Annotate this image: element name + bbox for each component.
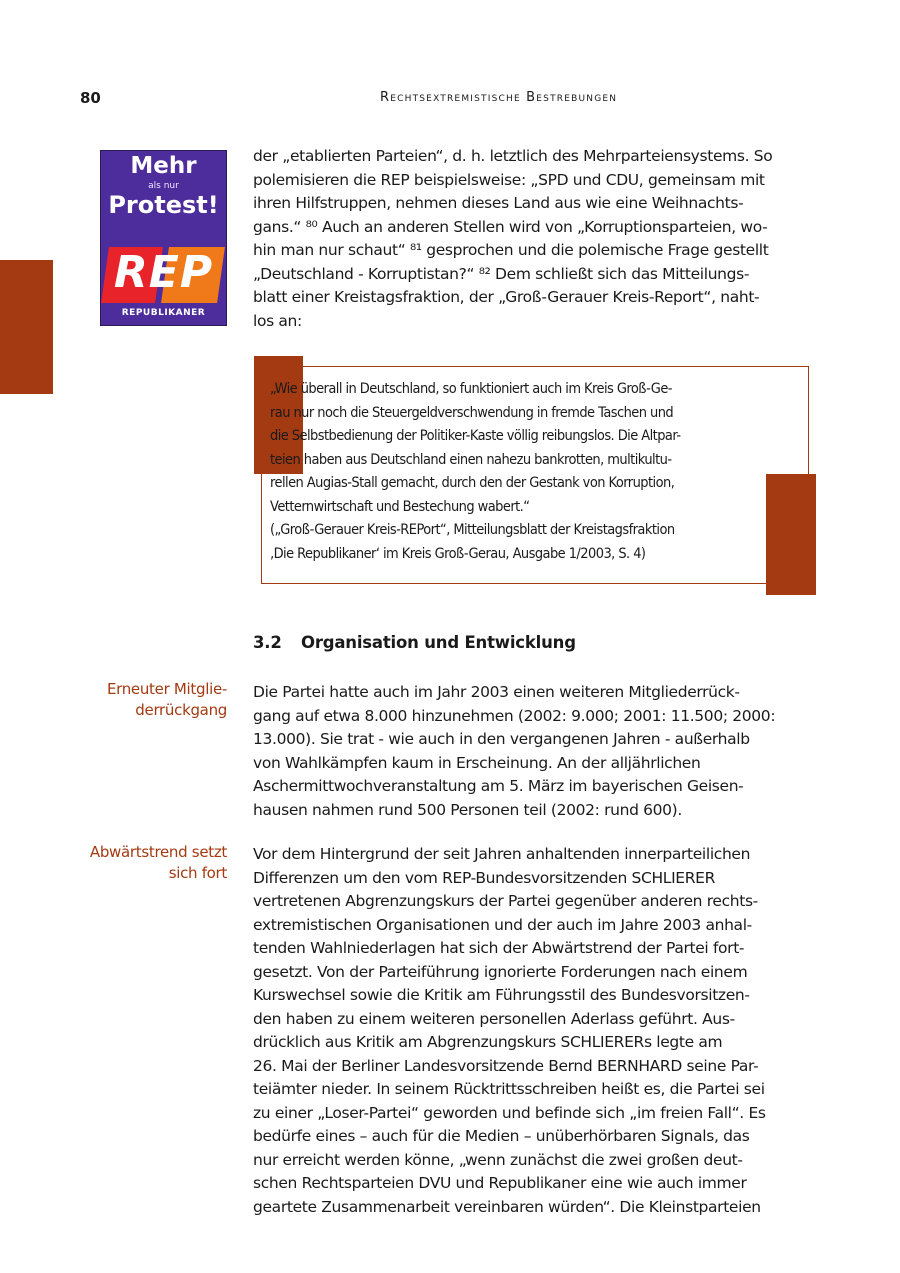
margin-note-line: sich fort <box>168 864 227 882</box>
poster-protest-text: Protest! <box>108 191 219 219</box>
page-number: 80 <box>80 89 101 107</box>
text-line: ihren Hilfstruppen, nehmen dieses Land aus wie eine Weihnachts- <box>253 194 744 212</box>
quote-line: die Selbstbedienung der Politiker-Kaste völlig reibungslos. Die Altpar- <box>270 428 681 444</box>
text-line: den haben zu einem weiteren personellen Aderlass geführt. Aus- <box>253 1009 735 1028</box>
text-line: bedürfe eines – auch für die Medien – unüberhörbaren Signals, das <box>253 1127 750 1145</box>
text-line: Vor dem Hintergrund der seit Jahren anhaltenden innerparteilichen <box>253 845 751 863</box>
running-head: Rechtsextremistische Bestrebungen <box>380 90 618 105</box>
section-title: Organisation und Entwicklung <box>301 633 576 652</box>
quote-line: rellen Augias-Stall gemacht, durch den der Gestank von Korruption, <box>270 475 675 491</box>
text-line: Aschermittwochveranstaltung am 5. März im bayerischen Geisen- <box>253 777 744 795</box>
quote-text <box>270 378 791 566</box>
text-line: Kurswechsel sowie die Kritik am Führungsstil des Bundesvorsitzen- <box>253 986 750 1004</box>
margin-note-membership <box>40 679 227 721</box>
text-line: hin man nur schaut“ ⁸¹ gesprochen und die polemische Frage gestellt <box>253 241 769 259</box>
poster-mehr-text: Mehr <box>130 153 197 179</box>
left-margin-accent-bar <box>0 260 53 394</box>
rep-poster-image <box>100 150 227 326</box>
text-line: extremistischen Organisationen und der auch im Jahre 2003 anhal- <box>253 915 752 934</box>
text-line: nur erreicht werden könne, „wenn zunächst die zwei großen deut- <box>253 1150 743 1169</box>
quote-line: teien haben aus Deutschland einen nahezu bankrotten, multikultu- <box>270 451 672 468</box>
quote-line: rau nur noch die Steuergeldverschwendung in fremde Taschen und <box>270 404 674 421</box>
poster-republikaner-text: REPUBLIKANER <box>121 308 206 318</box>
text-line: schen Rechtsparteien DVU und Republikaner eine wie auch immer <box>253 1174 747 1192</box>
quote-line: „Wie überall in Deutschland, so funktioniert auch im Kreis Groß-Ge- <box>270 381 672 397</box>
text-line: blatt einer Kreistagsfraktion, der „Groß-Gerauer Kreis-Report“, naht- <box>253 288 760 306</box>
text-line: hausen nahmen rund 500 Personen teil (2002: rund 600). <box>253 800 682 819</box>
quote-source-line: („Groß-Gerauer Kreis-REPort“, Mitteilungsblatt der Kreistagsfraktion <box>270 522 675 538</box>
text-line: teiämter nieder. In seinem Rücktrittsschreiben heißt es, die Partei sei <box>253 1080 765 1098</box>
paragraph-membership <box>253 681 821 822</box>
paragraph-downtrend <box>253 843 821 1219</box>
text-line: Die Partei hatte auch im Jahr 2003 einen weiteren Mitgliederrück- <box>253 683 740 701</box>
margin-note-line: derrückgang <box>135 701 227 719</box>
margin-note-line: Abwärtstrend setzt <box>89 843 227 861</box>
text-line: gang auf etwa 8.000 hinzunehmen (2002: 9.000; 2001: 11.500; 2000: <box>253 706 776 725</box>
text-line: zu einer „Loser-Partei“ geworden und befinde sich „im freien Fall“. Es <box>253 1103 766 1122</box>
text-line: der „etablierten Parteien“, d. h. letztlich des Mehrparteiensystems. So <box>253 147 773 165</box>
text-line: polemisieren die REP beispielsweise: „SPD und CDU, gemeinsam mit <box>253 170 765 189</box>
margin-note-downtrend <box>40 842 227 884</box>
text-line: 26. Mai der Berliner Landesvorsitzende Bernd BERNHARD seine Par- <box>253 1056 759 1075</box>
poster-rep-logo: REP <box>113 247 214 298</box>
text-line: geartete Zusammenarbeit vereinbaren würden“. Die Kleinstparteien <box>253 1197 761 1216</box>
section-number: 3.2 <box>253 633 282 652</box>
margin-note-line: Erneuter Mitglie- <box>106 680 227 698</box>
text-line: drücklich aus Kritik am Abgrenzungskurs SCHLIERERs legte am <box>253 1033 723 1051</box>
text-line: Differenzen um den vom REP-Bundesvorsitzenden SCHLIERER <box>253 868 716 887</box>
text-line: vertretenen Abgrenzungskurs der Partei gegenüber anderen rechts- <box>253 892 758 910</box>
text-line: gans.“ ⁸⁰ Auch an anderen Stellen wird von „Korruptionsparteien, wo- <box>253 217 768 236</box>
text-line: los an: <box>253 311 302 330</box>
text-line: tenden Wahlniederlagen hat sich der Abwärtstrend der Partei fort- <box>253 939 745 957</box>
text-line: „Deutschland - Korruptistan?“ ⁸² Dem schließt sich das Mitteilungs- <box>253 264 750 283</box>
section-heading <box>253 633 576 652</box>
text-line: gesetzt. Von der Parteiführung ignorierte Forderungen nach einem <box>253 962 748 981</box>
text-line: 13.000). Sie trat - wie auch in den vergangenen Jahren - außerhalb <box>253 730 750 748</box>
quote-source-line: ‚Die Republikaner‘ im Kreis Groß-Gerau, Ausgabe 1/2003, S. 4) <box>270 545 646 562</box>
quote-line: Vetternwirtschaft und Bestechung wabert.“ <box>270 498 530 515</box>
poster-als-nur-text: als nur <box>148 181 179 191</box>
intro-paragraph <box>253 145 821 333</box>
text-line: von Wahlkämpfen kaum in Erscheinung. An der alljährlichen <box>253 753 701 772</box>
